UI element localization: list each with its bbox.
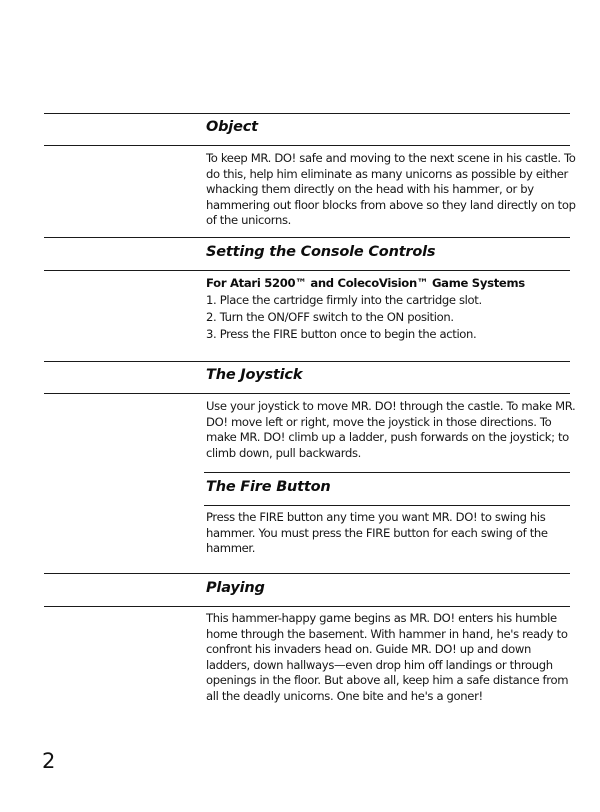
object-heading: Object xyxy=(206,119,258,135)
section-divider-top xyxy=(44,113,570,114)
fire-button-text: Press the FIRE button any time you want MR. DO! to swing his hammer. You must press the FIRE button for each swing of the hammer. xyxy=(206,510,548,556)
joystick-text: Use your joystick to move MR. DO! through the castle. To make MR. DO! move left or right, move the joystick in those directions. To make MR. DO! climb up a ladder, push forwards on the joystick; to climb down, pull backwards. xyxy=(206,399,576,460)
section-divider-bottom xyxy=(44,606,570,607)
console-heading: Setting the Console Controls xyxy=(206,244,436,260)
console-step: 3. Press the FIRE button once to begin the action. xyxy=(206,327,477,341)
section-divider-bottom xyxy=(44,270,570,271)
section-divider-top xyxy=(44,237,570,238)
console-subheading: For Atari 5200™ and ColecoVision™ Game Systems xyxy=(206,276,525,290)
subsection-divider-top xyxy=(204,472,570,473)
joystick-heading: The Joystick xyxy=(206,367,303,383)
subsection-divider-bottom xyxy=(204,505,570,506)
section-divider-top xyxy=(44,573,570,574)
console-step: 1. Place the cartridge firmly into the cartridge slot. xyxy=(206,293,482,307)
section-divider-bottom xyxy=(44,393,570,394)
fire-button-heading: The Fire Button xyxy=(206,479,331,495)
object-text: To keep MR. DO! safe and moving to the next scene in his castle. To do this, help him eliminate as many unicorns as possible by either whacking them directly on the head with his hammer, or by hammering out floor blocks from above so they land directly on top of the unicorns. xyxy=(206,151,576,228)
section-divider-bottom xyxy=(44,145,570,146)
section-divider-top xyxy=(44,361,570,362)
console-steps xyxy=(206,292,576,343)
playing-heading: Playing xyxy=(206,580,265,596)
page-number: 2 xyxy=(42,749,56,773)
playing-text: This hammer-happy game begins as MR. DO! enters his humble home through the basement. With hammer in hand, he's ready to confront his invaders head on. Guide MR. DO! up and down ladders, down hallways—even drop him off landings or through openings in the floor. But above all, keep him a safe distance from all the deadly unicorns. One bite and he's a goner! xyxy=(206,611,569,703)
console-step: 2. Turn the ON/OFF switch to the ON position. xyxy=(206,310,454,324)
